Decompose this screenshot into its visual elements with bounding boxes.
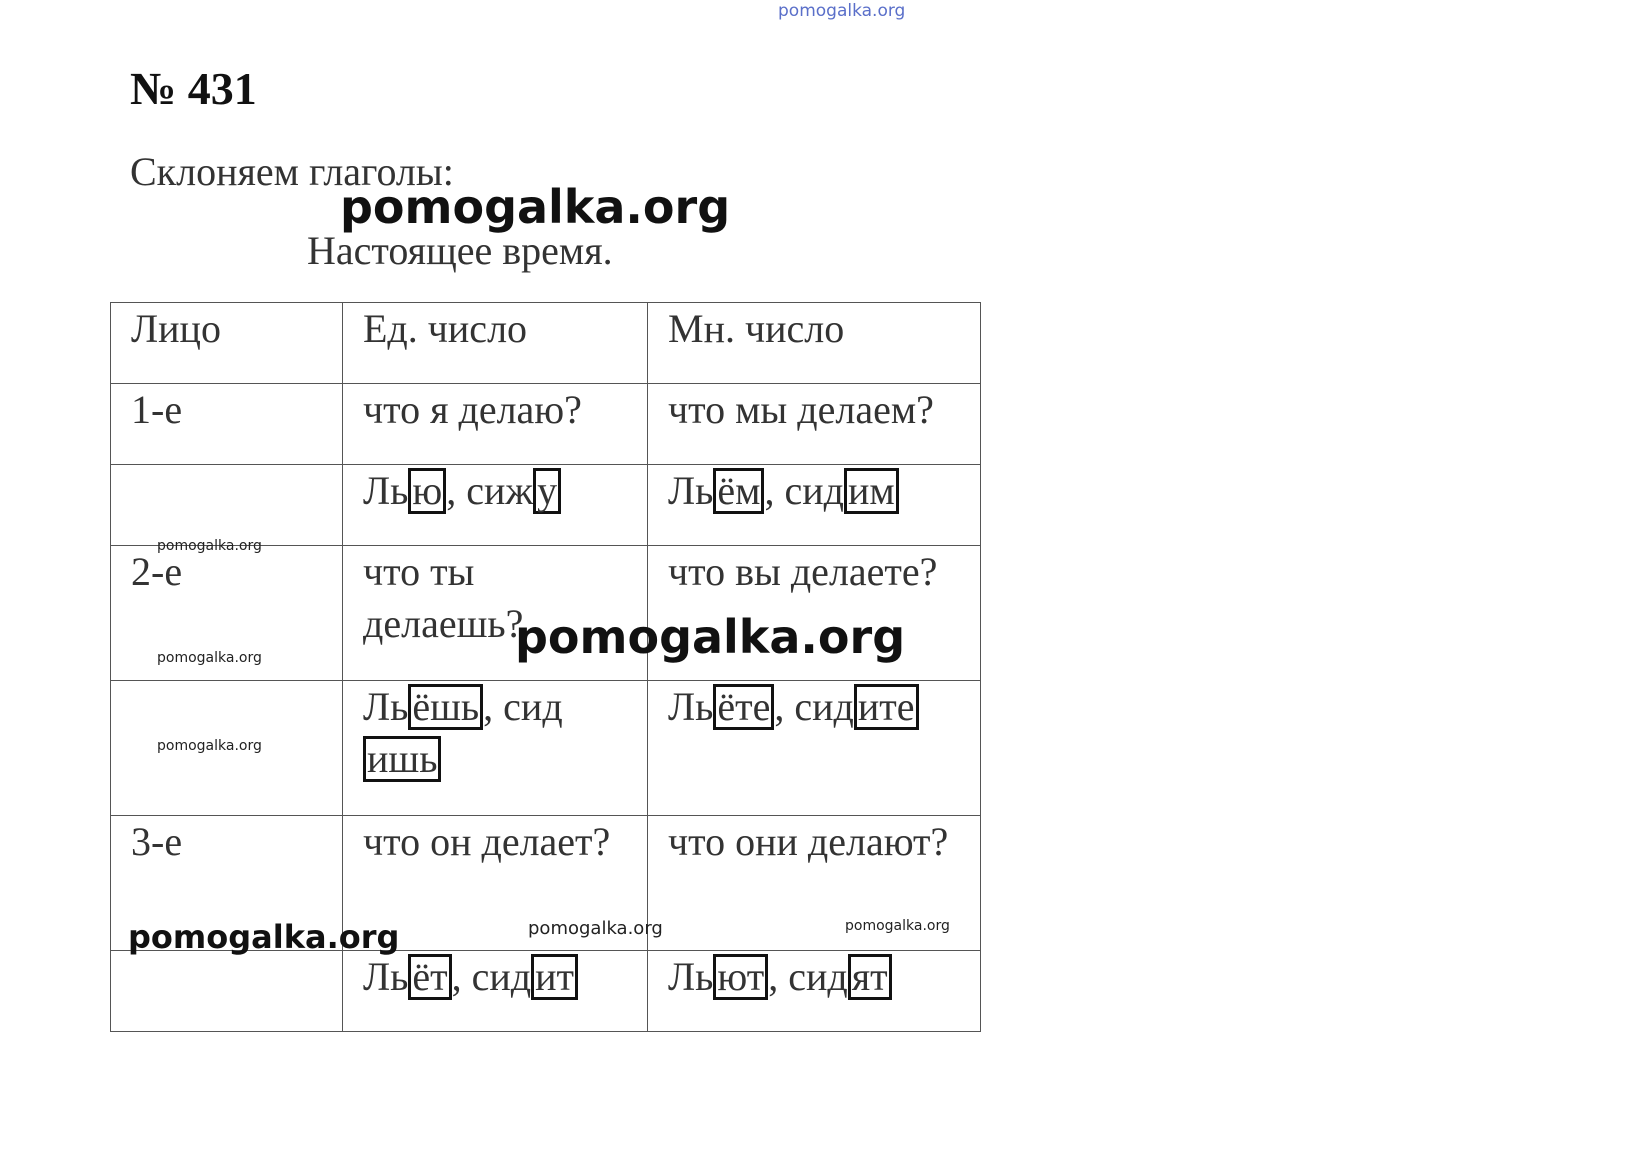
verb-form: [466, 468, 561, 513]
question-plural: что они делают?: [648, 816, 981, 951]
verb-form: [472, 954, 578, 999]
verb-ending-box: ют: [713, 954, 768, 1000]
verb-stem: Ль: [668, 684, 714, 729]
verb-ending-box: у: [533, 468, 561, 514]
verb-ending-box: ём: [713, 468, 764, 514]
verb-stem: сиж: [466, 468, 534, 513]
separator: ,: [483, 684, 504, 729]
verb-ending-box: ишь: [363, 736, 441, 782]
empty-cell: [111, 951, 343, 1032]
intro-text: Склоняем глаголы:: [130, 149, 454, 194]
question-singular: что он делает?: [343, 816, 648, 951]
verb-ending-box: ёшь: [408, 684, 483, 730]
question-singular: что я делаю?: [343, 384, 648, 465]
question-plural: что вы делаете?: [648, 546, 981, 681]
watermark-small: pomogalka.org: [157, 650, 262, 666]
separator: ,: [451, 954, 472, 999]
verb-form: [363, 468, 446, 513]
watermark-small: pomogalka.org: [157, 538, 262, 554]
separator: ,: [774, 684, 795, 729]
verb-stem: сид: [784, 468, 844, 513]
verb-form: [794, 684, 918, 729]
verb-stem: сид: [794, 684, 854, 729]
watermark-small: pomogalka.org: [157, 738, 262, 754]
verb-form: [363, 684, 483, 729]
forms-plural: [648, 951, 981, 1032]
header-person: Лицо: [111, 303, 343, 384]
verb-form: [788, 954, 891, 999]
watermark-small: pomogalka.org: [845, 918, 950, 934]
watermark-top: pomogalka.org: [778, 1, 906, 21]
verb-stem: Ль: [668, 954, 714, 999]
header-singular: Ед. число: [343, 303, 648, 384]
table-row: [111, 384, 981, 465]
forms-singular: [343, 465, 648, 546]
verb-stem: сид: [471, 954, 532, 999]
question-singular: что ты делаешь?: [343, 546, 648, 681]
person-cell: 3-е: [111, 816, 343, 951]
table-header-row: [111, 303, 981, 384]
table-subtitle: Настоящее время.: [307, 228, 613, 273]
verb-stem: Ль: [363, 684, 409, 729]
verb-form: [668, 954, 768, 999]
separator: ,: [768, 954, 789, 999]
watermark-medium: pomogalka.org: [128, 918, 400, 956]
verb-ending-box: ёте: [713, 684, 774, 730]
forms-plural: [648, 465, 981, 546]
verb-ending-box: им: [844, 468, 899, 514]
verb-ending-box: ите: [854, 684, 919, 730]
task-number: № 431: [130, 63, 257, 114]
verb-form: [668, 468, 764, 513]
verb-form: [668, 684, 774, 729]
verb-form: [784, 468, 898, 513]
verb-ending-box: ю: [408, 468, 446, 514]
table-row: [111, 951, 981, 1032]
verb-ending-box: ит: [531, 954, 578, 1000]
watermark-large: pomogalka.org: [515, 610, 906, 664]
table-row: [111, 465, 981, 546]
watermark-small: pomogalka.org: [528, 918, 663, 939]
verb-stem: сид: [503, 684, 563, 729]
person-cell: 2-е: [111, 546, 343, 681]
header-plural: Мн. число: [648, 303, 981, 384]
forms-singular: [343, 681, 648, 816]
watermark-large: pomogalka.org: [340, 180, 731, 234]
verb-ending-box: ёт: [408, 954, 451, 1000]
empty-cell: [111, 465, 343, 546]
forms-singular: [343, 951, 648, 1032]
person-cell: 1-е: [111, 384, 343, 465]
verb-form: [363, 954, 452, 999]
verb-stem: Ль: [363, 468, 409, 513]
separator: ,: [764, 468, 785, 513]
question-plural: что мы делаем?: [648, 384, 981, 465]
forms-plural: [648, 681, 981, 816]
separator: ,: [446, 468, 467, 513]
verb-stem: Ль: [363, 954, 409, 999]
verb-stem: сид: [788, 954, 848, 999]
verb-ending-box: ят: [848, 954, 892, 1000]
verb-stem: Ль: [668, 468, 714, 513]
